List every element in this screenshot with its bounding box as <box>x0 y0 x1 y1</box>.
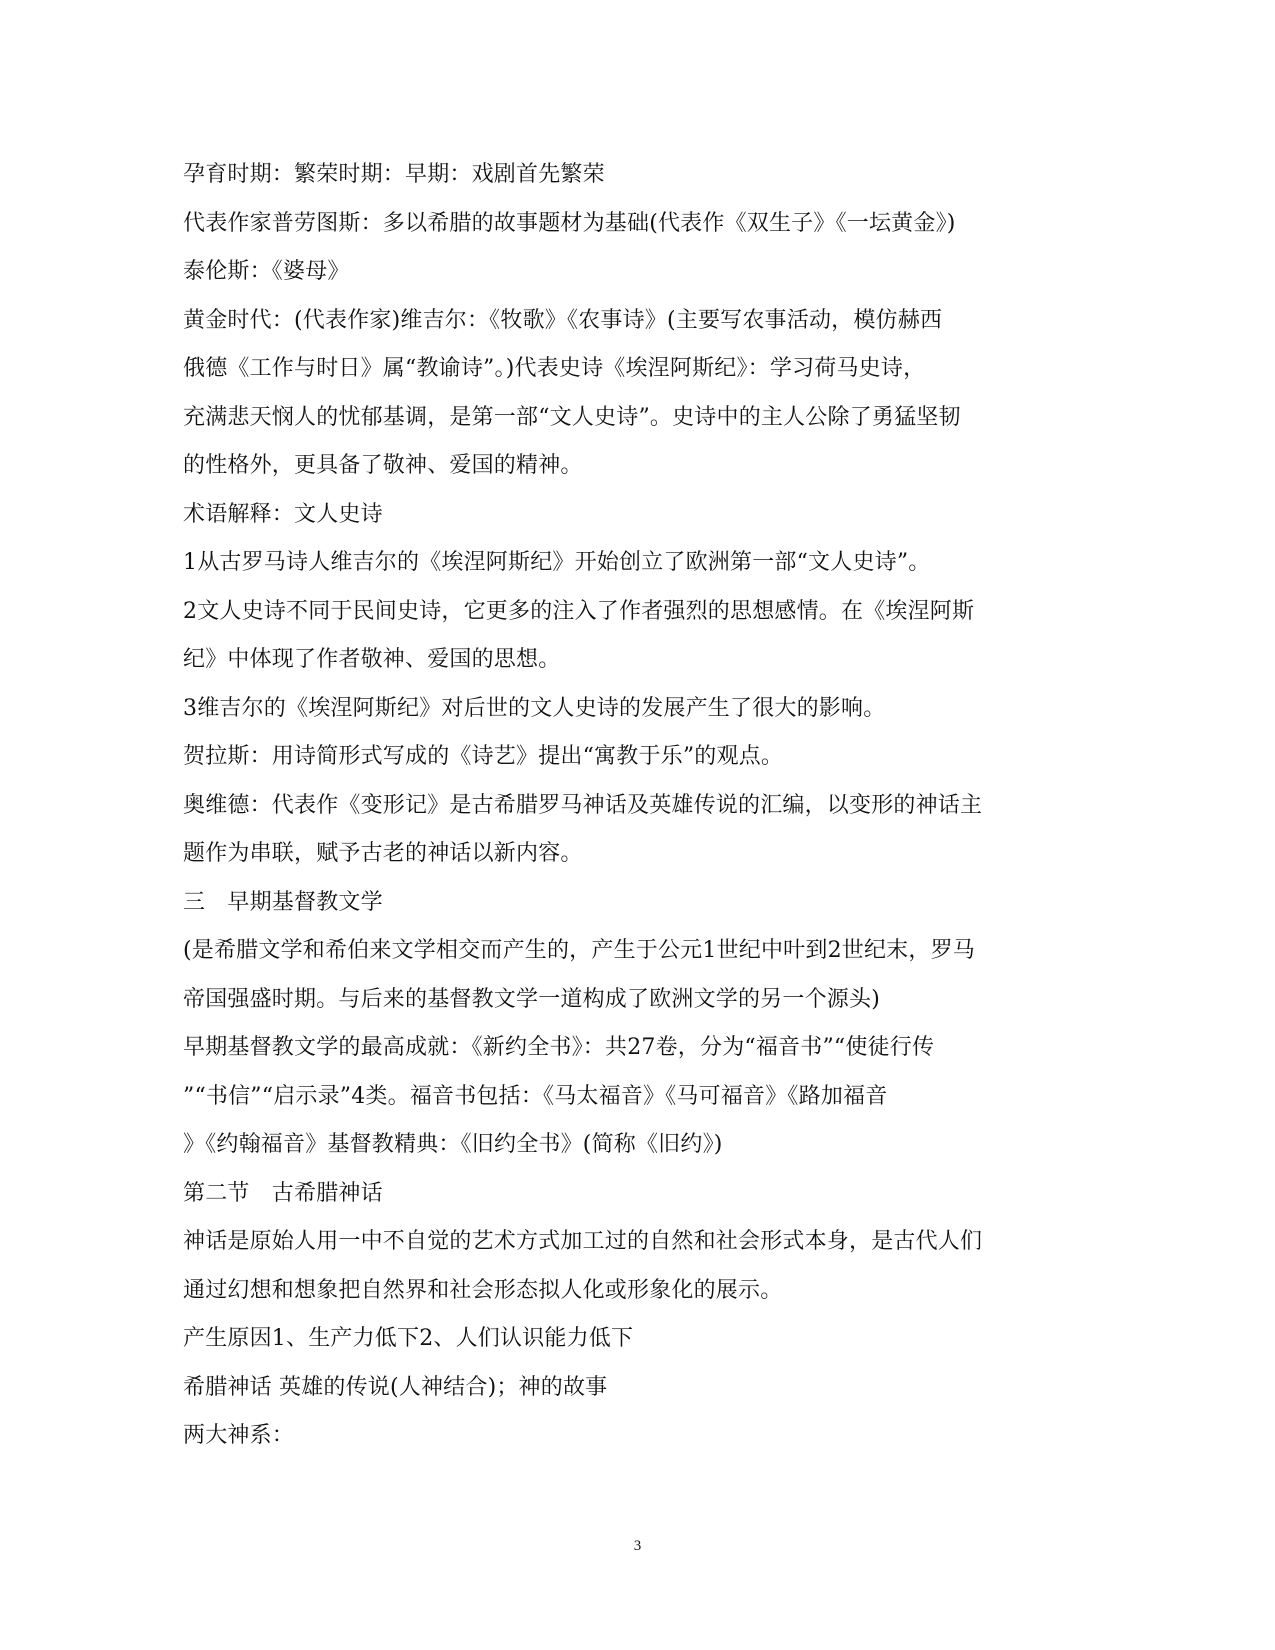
body-text <box>183 151 1083 1461</box>
text-line: 希腊神话 英雄的传说(人神结合)；神的故事 <box>183 1374 608 1400</box>
text-line: 纪》中体现了作者敬神、爱国的思想。 <box>183 647 561 672</box>
text-line: ”“书信”“启示录”4类。福音书包括：《马太福音》《马可福音》《路加福音 <box>183 1083 888 1109</box>
text-line: 充满悲天悯人的忧郁基调，是第一部“文人史诗”。史诗中的主人公除了勇猛坚韧 <box>183 404 961 430</box>
page-number: 3 <box>633 1538 642 1554</box>
text-line: 1从古罗马诗人维吉尔的《埃涅阿斯纪》开始创立了欧洲第一部“文人史诗”。 <box>183 550 931 575</box>
text-line: 题作为串联，赋予古老的神话以新内容。 <box>183 841 583 866</box>
text-line: 黄金时代：(代表作家)维吉尔：《牧歌》《农事诗》(主要写农事活动，模仿赫西 <box>183 307 943 333</box>
text-line: 代表作家普劳图斯：多以希腊的故事题材为基础(代表作《双生子》《一坛黄金》) <box>183 210 956 236</box>
text-line: 两大神系： <box>183 1423 295 1448</box>
text-line: 的性格外，更具备了敬神、爱国的精神。 <box>183 453 583 478</box>
text-line: 孕育时期：繁荣时期：早期：戏剧首先繁荣 <box>183 162 605 187</box>
text-line: 》《约翰福音》基督教精典：《旧约全书》(简称《旧约》) <box>183 1132 723 1157</box>
text-line: 术语解释：文人史诗 <box>183 501 383 527</box>
text-line: 产生原因1、生产力低下2、人们认识能力低下 <box>183 1326 634 1351</box>
text-line: 奥维德：代表作《变形记》是古希腊罗马神话及英雄传说的汇编，以变形的神话主 <box>183 792 983 818</box>
text-line: 3维吉尔的《埃涅阿斯纪》对后世的文人史诗的发展产生了很大的影响。 <box>183 695 886 721</box>
text-line: (是希腊文学和希伯来文学相交而产生的，产生于公元1世纪中叶到2世纪末，罗马 <box>183 938 975 963</box>
text-line: 早期基督教文学的最高成就：《新约全书》：共27卷，分为“福音书”“使徒行传 <box>183 1035 935 1060</box>
section-heading: 三 早期基督教文学 <box>183 889 383 915</box>
text-line: 通过幻想和想象把自然界和社会形态拟人化或形象化的展示。 <box>183 1277 783 1303</box>
text-line: 神话是原始人用一中不自觉的艺术方式加工过的自然和社会形式本身，是古代人们 <box>183 1229 983 1254</box>
text-line: 贺拉斯：用诗简形式写成的《诗艺》提出“寓教于乐”的观点。 <box>183 744 784 769</box>
text-line: 帝国强盛时期。与后来的基督教文学一道构成了欧洲文学的另一个源头) <box>183 986 880 1012</box>
text-line: 泰伦斯：《婆母》 <box>183 259 350 284</box>
section-heading: 第二节 古希腊神话 <box>183 1180 383 1206</box>
text-line: 俄德《工作与时日》属“教谕诗”。)代表史诗《埃涅阿斯纪》：学习荷马史诗， <box>183 356 926 381</box>
text-line: 2文人史诗不同于民间史诗，它更多的注入了作者强烈的思想感情。在《埃涅阿斯 <box>183 598 975 624</box>
